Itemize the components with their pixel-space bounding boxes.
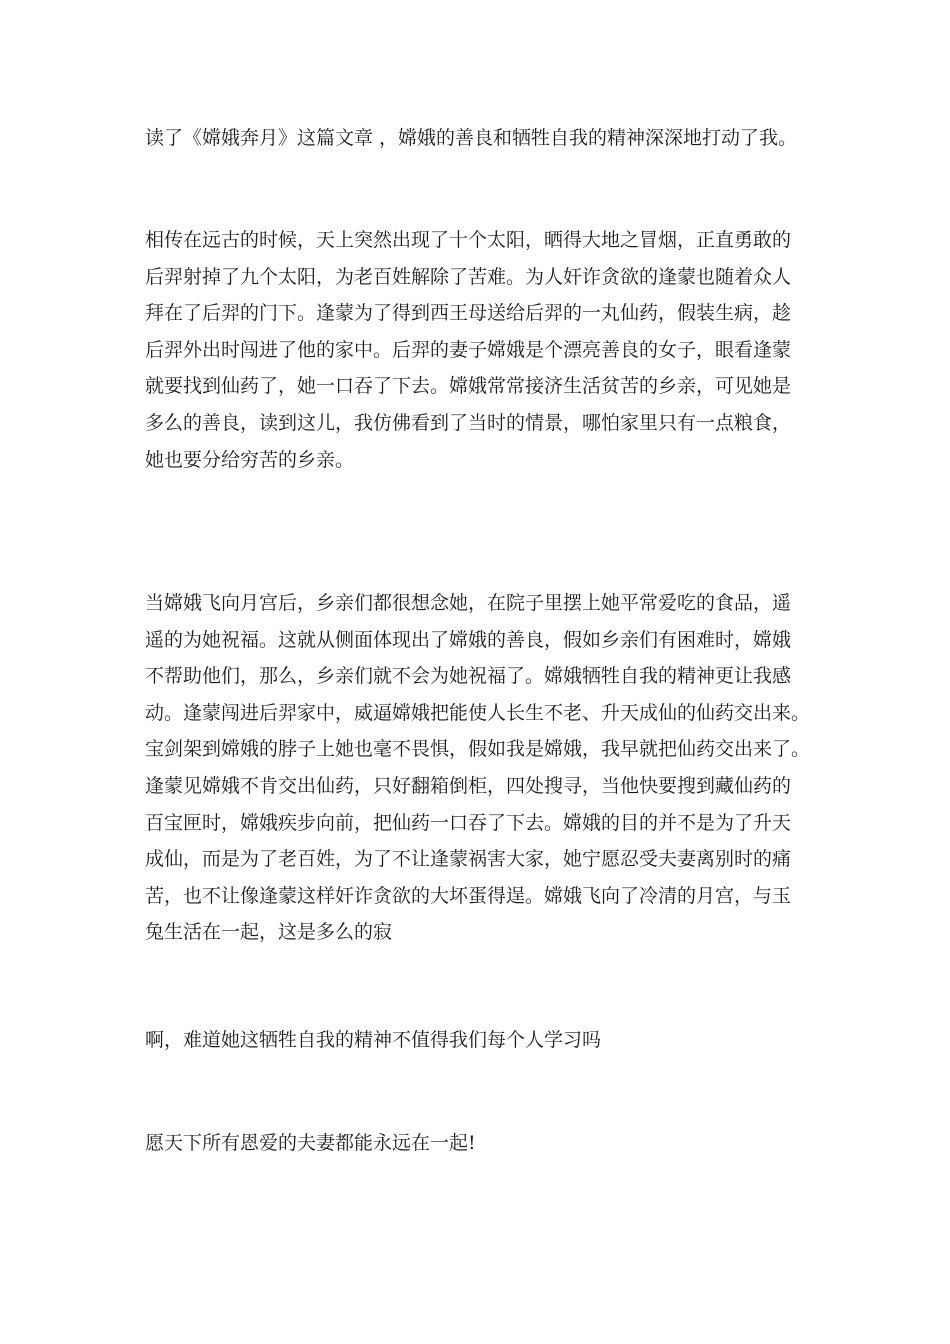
paragraph-legend	[145, 222, 805, 478]
text-line: 她也要分给穷苦的乡亲。	[145, 448, 355, 471]
text-line: 苦，也不让像逢蒙这样奸诈贪欲的大坏蛋得逞。嫦娥飞向了冷清的月宫，与玉	[145, 884, 792, 907]
text-line: 读了《嫦娥奔月》这篇文章 ，嫦娥的善良和牺牲自我的精神深深地打动了我。	[145, 127, 798, 149]
text-line: 就要找到仙药了，她一口吞了下去。嫦娥常常接济生活贫苦的乡亲，可见她是	[145, 375, 792, 398]
paragraph-closing	[145, 1125, 805, 1162]
text-line: 拜在了后羿的门下。逢蒙为了得到西王母送给后羿的一丸仙药，假装生病，趁	[145, 302, 792, 325]
text-line: 后羿射掉了九个太阳，为老百姓解除了苦难。为人奸诈贪欲的逢蒙也随着众人	[145, 265, 792, 288]
paragraph-sacrifice	[145, 585, 811, 951]
paragraph-reflection	[145, 1022, 805, 1059]
text-line: 逢蒙见嫦娥不肯交出仙药，只好翻箱倒柜，四处搜寻，当他快要搜到藏仙药的	[145, 774, 792, 797]
text-line: 多么的善良，读到这儿，我仿佛看到了当时的情景，哪怕家里只有一点粮食，	[145, 411, 792, 434]
paragraph-intro	[145, 120, 805, 157]
text-line: 愿天下所有恩爱的夫妻都能永远在一起!	[145, 1132, 476, 1154]
text-line: 兔生活在一起，这是多么的寂	[145, 921, 393, 944]
text-line: 当嫦娥飞向月宫后，乡亲们都很想念她，在院子里摆上她平常爱吃的食品，遥	[145, 592, 792, 614]
text-line: 啊，难道她这牺牲自我的精神不值得我们每个人学习吗	[145, 1029, 602, 1051]
text-line: 成仙，而是为了老百姓，为了不让逢蒙祸害大家，她宁愿忍受夫妻离别时的痛	[145, 848, 792, 871]
text-line: 百宝匣时，嫦娥疾步向前，把仙药一口吞了下去。嫦娥的目的并不是为了升天	[145, 811, 792, 834]
text-line: 相传在远古的时候，天上突然出现了十个太阳，晒得大地之冒烟，正直勇敢的	[145, 229, 792, 251]
text-line: 遥的为她祝福。这就从侧面体现出了嫦娥的善良，假如乡亲们有困难时，嫦娥	[145, 628, 792, 651]
text-line: 宝剑架到嫦娥的脖子上她也毫不畏惧，假如我是嫦娥，我早就把仙药交出来了。	[145, 738, 811, 761]
text-line: 动。逢蒙闯进后羿家中，威逼嫦娥把能使人长生不老、升天成仙的仙药交出来。	[145, 701, 811, 724]
text-line: 后羿外出时闯进了他的家中。后羿的妻子嫦娥是个漂亮善良的女子，眼看逢蒙	[145, 338, 792, 361]
text-line: 不帮助他们，那么，乡亲们就不会为她祝福了。嫦娥牺牲自我的精神更让我感	[145, 665, 792, 688]
